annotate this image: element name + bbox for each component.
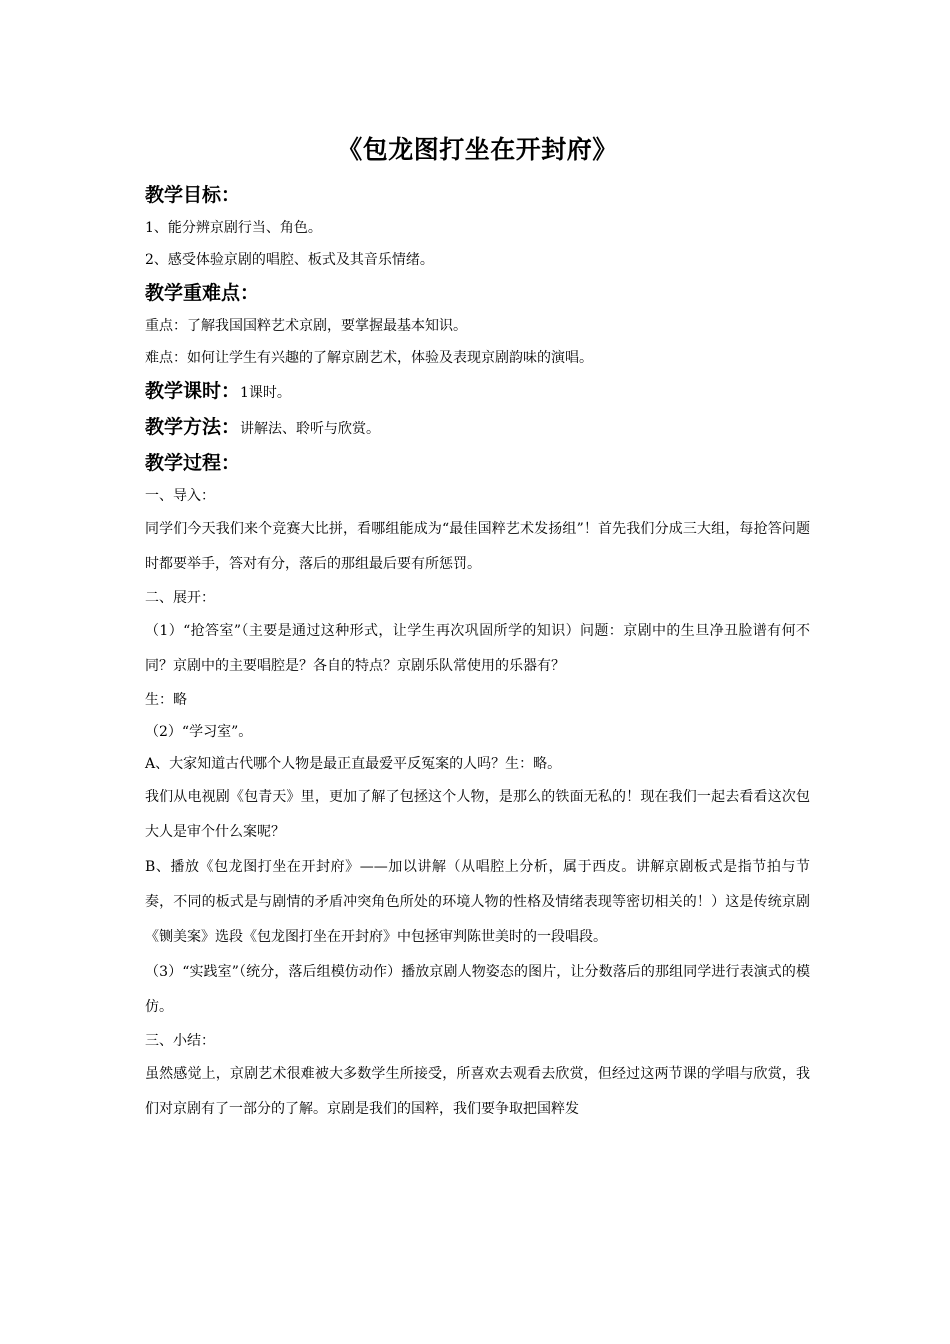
- objective-item-1: 1、能分辨京剧行当、角色。: [145, 220, 322, 236]
- objectives-heading: 教学目标：: [145, 184, 241, 206]
- process-heading: 教学过程：: [145, 452, 241, 474]
- step2-a-question: A、大家知道古代哪个人物是最正直最爱平反冤案的人吗？生：略。: [145, 756, 562, 772]
- key-points-heading: 教学重难点：: [145, 282, 260, 304]
- key-point-item-2: 难点：如何让学生有兴趣的了解京剧艺术，体验及表现京剧韵味的演唱。: [145, 350, 593, 366]
- develop-label: 二、展开：: [145, 590, 215, 606]
- step2-label: （2）“学习室”。: [145, 724, 253, 740]
- step1-answer: 生：略: [145, 692, 187, 708]
- summary-paragraph: 虽然感觉上，京剧艺术很难被大多数学生所接受，所喜欢去观看去欣赏，但经过这两节课的学唱与欣赏，我们对京剧有了一部分的了解。京剧是我们的国粹，我们要争取把国粹发: [145, 1066, 810, 1117]
- methods-heading: 教学方法：: [145, 416, 241, 438]
- hours-row: [145, 374, 810, 410]
- hours-value: 1课时。: [240, 385, 291, 401]
- intro-paragraph: 同学们今天我们来个竞赛大比拼，看哪组能成为“最佳国粹艺术发扬组”！首先我们分成三大组，每抢答问题时都要举手，答对有分，落后的那组最后要有所惩罚。: [145, 521, 810, 572]
- step2-a-paragraph: 我们从电视剧《包青天》里，更加了解了包拯这个人物，是那么的铁面无私的！现在我们一起去看看这次包大人是审个什么案呢？: [145, 789, 810, 840]
- methods-value: 讲解法、聆听与欣赏。: [240, 421, 381, 437]
- intro-label: 一、导入：: [145, 488, 215, 504]
- document-page: [145, 130, 810, 1127]
- summary-label: 三、小结：: [145, 1033, 215, 1049]
- objective-item-2: 2、感受体验京剧的唱腔、板式及其音乐情绪。: [145, 252, 434, 268]
- document-title: 《包龙图打坐在开封府》: [337, 135, 618, 164]
- hours-heading: 教学课时：: [145, 380, 241, 402]
- step1-paragraph: （1）“抢答室”（主要是通过这种形式，让学生再次巩固所学的知识）问题：京剧中的生旦净丑脸谱有何不同？京剧中的主要唱腔是？各自的特点？京剧乐队常使用的乐器有？: [145, 623, 810, 674]
- step2-b-paragraph: B、播放《包龙图打坐在开封府》——加以讲解（从唱腔上分析，属于西皮。讲解京剧板式是指节拍与节奏，不同的板式是与剧情的矛盾冲突角色所处的环境人物的性格及情绪表现等密切相关的！）这是传统京剧《铡美案》选段《包龙图打坐在开封府》中包拯审判陈世美时的一段唱段。: [145, 859, 810, 945]
- methods-row: [145, 410, 810, 446]
- step3-paragraph: （3）“实践室”（统分，落后组模仿动作）播放京剧人物姿态的图片，让分数落后的那组同学进行表演式的模仿。: [145, 964, 810, 1015]
- key-point-item-1: 重点：了解我国国粹艺术京剧，要掌握最基本知识。: [145, 318, 467, 334]
